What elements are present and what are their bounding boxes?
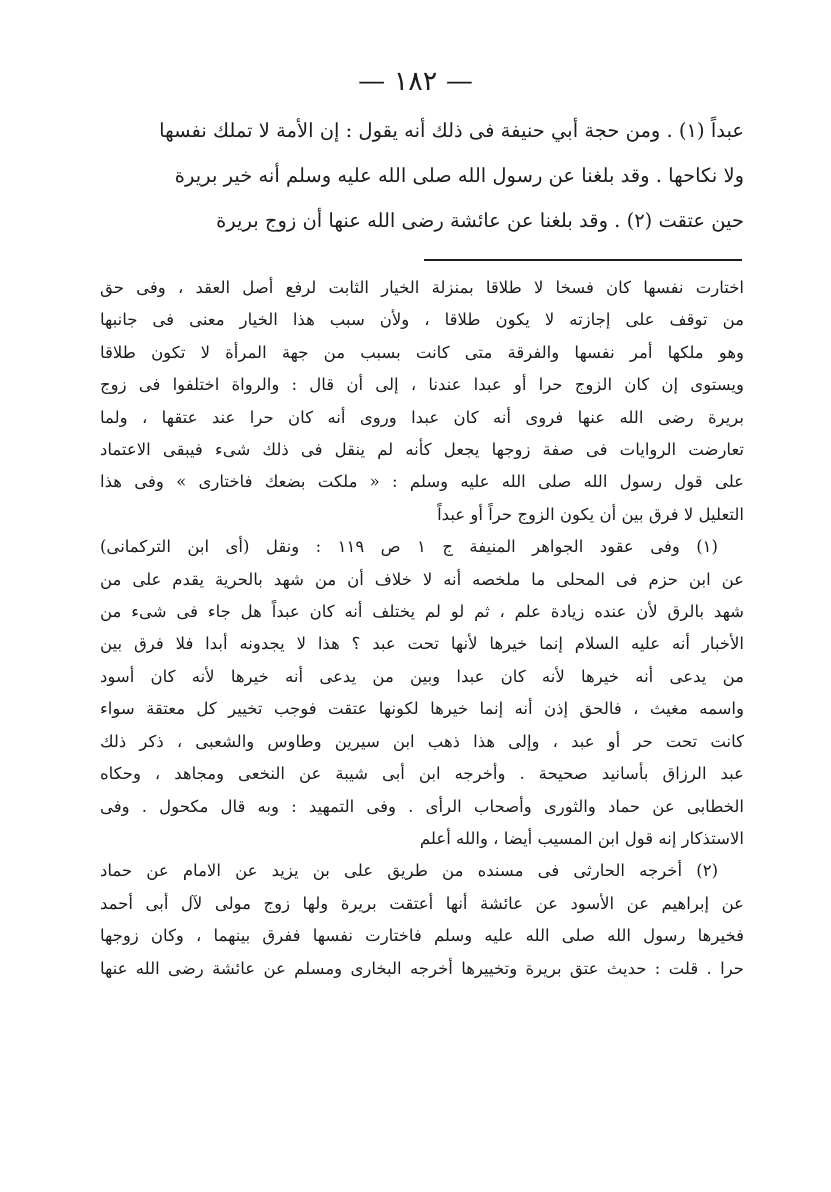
footnote-2 [100,855,744,985]
footnote-line: حرا . قلت : حديث عتق بريرة وتخييرها أخرجه البخارى ومسلم عن عائشة رضى الله عنها [100,958,744,978]
footnote-line: عن ابن حزم فى المحلى ما ملخصه أنه لا خلاف أن من شهد بالحرية يقدم على من [100,569,744,589]
page-number: — ١٨٢ — [358,66,473,97]
footnote-line: فخيرها رسول الله صلى الله عليه وسلم فاختارت نفسها ففرق بينهما ، وكان زوجها [100,926,744,946]
commentary-line: من توقف على إجازته لا يكون طلاقا ، ولأن سبب هذا الخيار معنى فى جانبها [100,310,744,330]
footnote-line: شهد بالرق لأن عنده زيادة علم ، ثم لو لم يختلف أنه كان عبداً هل جاء فى شىء من [100,602,744,622]
commentary-line: وهو ملكها أمر نفسها والفرقة متى كانت بسبب من جهة المرأة لا تكون طلاقا [100,342,744,362]
footnotes-section [100,272,744,985]
footnote-line: واسمه مغيث ، فالحق إذن أنه إنما خيرها لكونها عتقت فوجب تخيير كل معتقة سواء [100,699,744,719]
footnote-line: الخطابى عن حماد والثورى وأصحاب الرأى . وفى التمهيد : وبه قال مكحول . وفى [100,796,744,816]
footnote-line: الأخبار أنه عليه السلام إنما خيرها لأنها تحت عبد ؟ هذا لا يجدونه أبدا فلا فرق بين [100,634,744,654]
footnote-line: (٢) أخرجه الحارثى فى مسنده من طريق على بن يزيد عن الامام عن حماد [100,861,718,881]
commentary-line: التعليل لا فرق بين أن يكون الزوج حراً أو عبداً [437,504,744,524]
footnote-1 [100,531,744,855]
footnote-separator [424,259,742,261]
footnote-line: الاستذكار إنه قول ابن المسيب أيضا ، والله أعلم [419,828,744,848]
footnote-line: كانت تحت حر أو عبد ، وإلى هذا ذهب ابن سيرين وطاوس والشعبى ، ذكر ذلك [100,731,744,751]
main-text-line: حين عتقت (٢) . وقد بلغنا عن عائشة رضى الله عنها أن زوج بريرة [216,209,744,232]
footnote-line: من يدعى أنه خيرها لأنه كان عبدا وبين من يدعى أنه خيرها لأنه كان أسود [100,666,744,686]
commentary-block [100,272,744,531]
commentary-line: تعارضت الروايات فى صفة زوجها يجعل كأنه لم ينقل فى ذلك شىء فيبقى الاعتماد [100,440,744,460]
footnote-line: عن إبراهيم عن الأسود عن عائشة أنها أعتقت بريرة ولها زوج مولى لآل أبى أحمد [100,893,744,913]
commentary-line: ويستوى إن كان الزوج حرا أو عبدا عندنا ، إلى أن قال : والرواة اختلفوا فى زوج [100,375,744,395]
commentary-line: على قول رسول الله صلى الله عليه وسلم : « ملكت بضعك فاختارى » وفى هذا [100,472,744,492]
main-text [108,108,744,243]
main-text-line: عبداً (١) . ومن حجة أبي حنيفة فى ذلك أنه يقول : إن الأمة لا تملك نفسها [159,119,744,142]
commentary-line: بريرة رضى الله عنها فروى أنه كان عبدا وروى أنه كان حرا عند عتقها ، ولما [100,407,744,427]
main-text-line: ولا نكاحها . وقد بلغنا عن رسول الله صلى الله عليه وسلم أنه خير بريرة [174,164,744,187]
footnote-line: عبد الرزاق بأسانيد صحيحة . وأخرجه ابن أبى شيبة عن النخعى ومجاهد ، وحكاه [100,764,744,784]
footnote-line: (١) وفى عقود الجواهر المنيفة ج ١ ص ١١٩ : ونقل (أى ابن التركمانى) [100,537,718,557]
commentary-line: اختارت نفسها كان فسخا لا طلاقا بمنزلة الخيار الثابت لرفع أصل العقد ، وفى حق [100,278,744,297]
